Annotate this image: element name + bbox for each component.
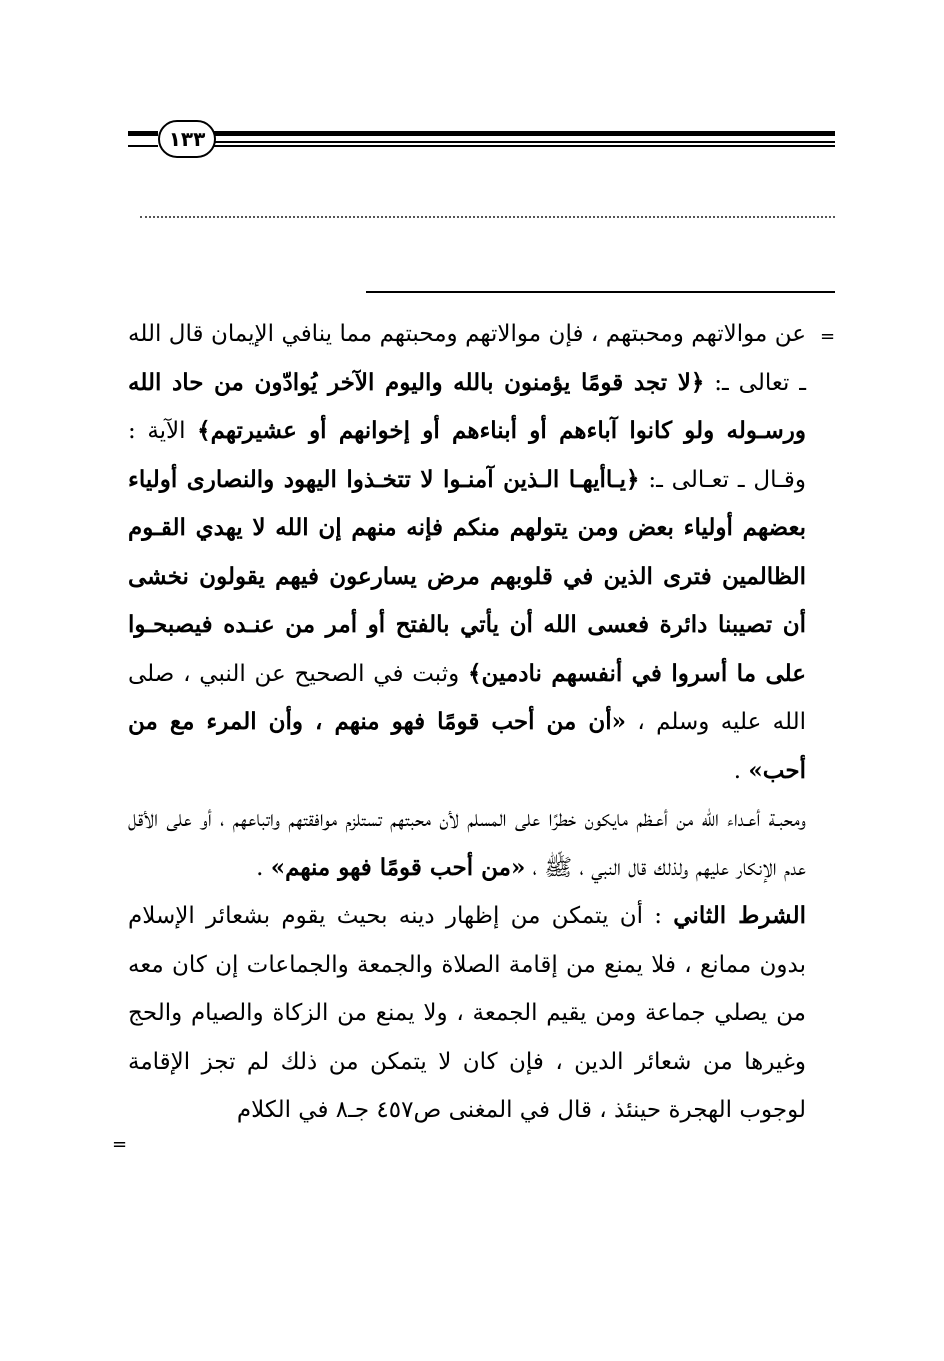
p1-quran-quote-2: ﴿يـاأيهـا الـذين آمنـوا لا تتخـذوا اليهود والنصارى أولياء بعضهم أولياء بعض ومن يتولهم منكم فإنه منهم إن الله لا يهدي القـوم الظالمين فترى الذين في قلوبهم مرض يسارعون فيهم يقولون نخشى أن تصيبنا دائرة فعسى الله أن يأتي بالفتح أو أمر من عنـده فيصبحـوا على ما أسروا في أنفسهم نادمين﴾ — [128, 465, 806, 687]
footnote-text — [128, 310, 806, 1135]
continuation-mark-bottom: = — [112, 1134, 128, 1155]
p3-heading: الشرط الثاني — [673, 902, 806, 929]
p1-text-2: الآية : وقـال ـ تعـالى ـ: — [128, 418, 806, 493]
paragraph-3 — [128, 892, 806, 1135]
paragraph-1 — [128, 310, 806, 795]
header-rule — [214, 131, 835, 147]
p2-text-2: . — [256, 854, 271, 881]
continuation-mark-top: = — [820, 326, 836, 347]
dotted-separator — [140, 216, 835, 218]
p2-text-1: ومحبـة أعـداء الله من أعـظم مايكون خطرًا على المسلم لأن محبتهم تستلزم موافقتهم واتباعهم ، أو على الأقل عدم الإنكار عليهم ولذلك قال النبي ، ﷺ ، — [128, 806, 806, 881]
paragraph-2 — [128, 795, 806, 892]
p1-hadith-quote: «أن من أحب قومًا فهو منهم ، وأن المرء مع من أحب» — [128, 708, 806, 784]
p1-text-4: . — [733, 757, 749, 784]
p3-text-1: : أن يتمكن من إظهار دينه بحيث يقوم بشعائر الإسلام بدون ممانع ، فلا يمنع من إقامة الصلاة والجمعة والجماعات إن كان معه من يصلي جماعة ومن يقيم الجمعة ، ولا يمنع من الزكاة والصيام والحج وغيرها من شعائر الدين ، فإن كان لا يتمكن من ذلك لم تجز الإقامة لوجوب الهجرة حينئذ ، قال في المغنى ص٤٥٧ جـ٨ في الكلام — [128, 903, 806, 1123]
header-rule-left — [128, 131, 158, 147]
page-number: ١٣٣ — [158, 120, 216, 158]
p1-text-1: عن موالاتهم ومحبتهم ، فإن موالاتهم ومحبتهم مما ينافي الإيمان قال الله ـ تعالى ـ: — [128, 321, 807, 396]
p1-quran-quote-1: ﴿لا تجد قومًا يؤمنون بالله واليوم الآخر يُوادّون من حاد الله ورسـوله ولو كانوا آباءهم أو أبناءهم أو إخوانهم أو عشيرتهم﴾ — [128, 368, 806, 444]
footnote-rule — [366, 291, 835, 293]
p2-hadith-quote: «من أحب قومًا فهو منهم» — [270, 853, 526, 881]
p1-text-3: وثبت في الصحيح عن النبي ، صلى الله عليه وسلم ، — [128, 660, 806, 735]
